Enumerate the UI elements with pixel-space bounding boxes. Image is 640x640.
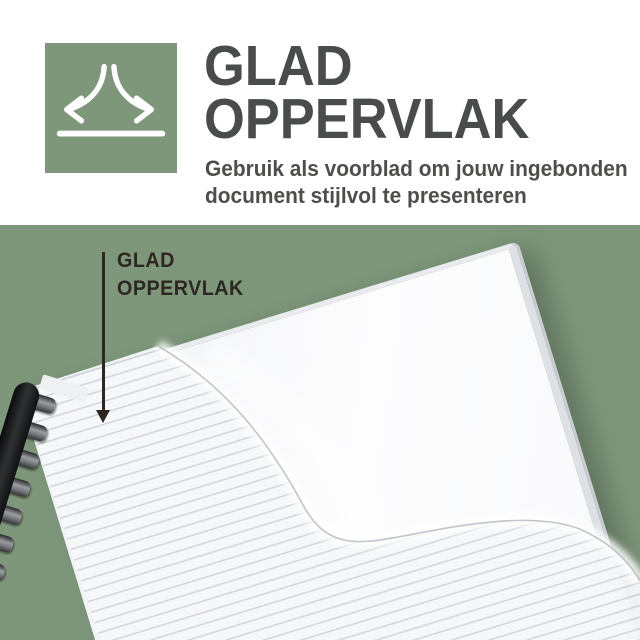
- top-section: [0, 0, 640, 225]
- description-line-1: Gebruik als voorblad om jouw ingebonden: [205, 156, 628, 181]
- title-line-1: GLAD: [204, 34, 353, 98]
- photo-section: [0, 225, 640, 640]
- title-line-2: OPPERVLAK: [204, 87, 530, 151]
- cover-sheet-shape: [19, 346, 640, 640]
- description-line-2: document stijlvol te presenteren: [205, 183, 527, 208]
- feature-description: [205, 155, 628, 209]
- page-title: [204, 34, 530, 151]
- smooth-surface-icon: [45, 43, 177, 173]
- down-arrow-icon: [96, 410, 110, 423]
- callout-label: [117, 247, 244, 303]
- callout-line-2: OPPERVLAK: [117, 277, 244, 300]
- smooth-surface-icon-tile: [45, 43, 177, 173]
- callout-line-1: GLAD: [117, 249, 175, 272]
- transparent-cover: [0, 225, 640, 640]
- down-arrow-shaft: [102, 252, 105, 411]
